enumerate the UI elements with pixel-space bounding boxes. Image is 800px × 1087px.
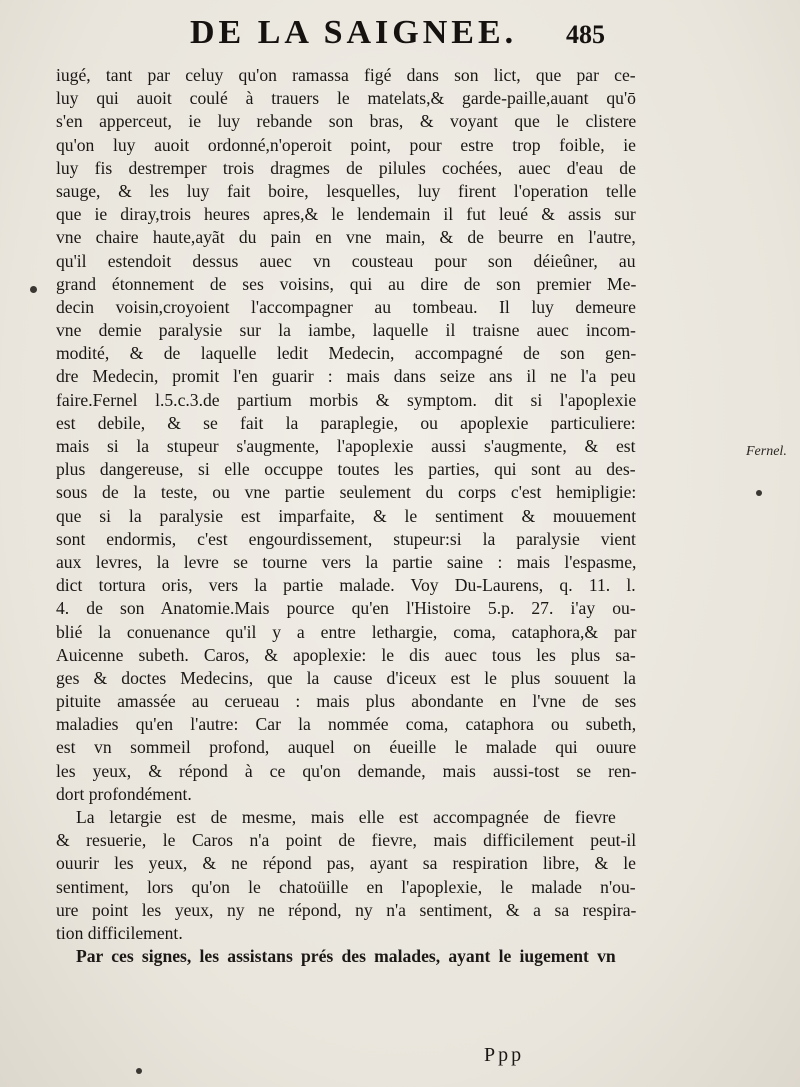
- text-line: Auicenne subeth. Caros, & apoplexie: le dis auec tous les plus sa-: [56, 644, 636, 665]
- text-line: luy fis destremper trois dragmes de pilules cochées, auec d'eau de: [56, 157, 636, 178]
- text-line: ure point les yeux, ny ne répond, ny n'a sentiment, & a sa respira-: [56, 899, 637, 920]
- text-line: ouurir les yeux, & ne répond pas, ayant sa respiration libre, & le: [56, 853, 636, 874]
- margin-note: Fernel.: [746, 444, 787, 459]
- text-line: blié la conuenance qu'il y a entre lethargie, coma, cataphora,& par: [56, 621, 637, 642]
- text-line: s'en apperceut, ie luy rebande son bras, & voyant que le clistere: [56, 111, 637, 132]
- text-line: ges & doctes Medecins, que la cause d'iceux est le plus souuent la: [56, 667, 636, 688]
- text-line: vne chaire haute,ayãt du pain en vne main, & de beurre en l'autre,: [56, 227, 636, 248]
- text-line: dre Medecin, promit l'en guarir : mais dans seize ans il ne l'a peu: [56, 366, 636, 387]
- page-number: 485: [566, 20, 605, 49]
- text-line: plus dangereuse, si elle occuppe toutes les parties, qui sont au des-: [56, 459, 636, 480]
- text-line: mais si la stupeur s'augmente, l'apoplexie aussi s'augmente, & est: [56, 436, 636, 456]
- text-line: Par ces signes, les assistans prés des malades, ayant le iugement vn: [76, 946, 616, 967]
- text-line: decin voisin,croyoient l'accompagner au tombeau. Il luy demeure: [56, 296, 636, 317]
- text-line: dort profondément.: [56, 783, 192, 804]
- text-line: est debile, & se fait la paraplegie, ou apoplexie particuliere:: [56, 412, 636, 433]
- body-text: [56, 64, 636, 968]
- text-line: faire.Fernel l.5.c.3.de partium morbis & symptom. dit si l'apoplexie: [56, 389, 637, 410]
- text-line: que ie diray,trois heures apres,& le lendemain il fut leué & assis sur: [56, 204, 636, 225]
- text-line: que si la paralysie est imparfaite, & le sentiment & mouuement: [56, 505, 637, 526]
- text-line: sous de la teste, ou vne partie seulement du corps c'est hemipligie:: [56, 482, 637, 503]
- text-line: aux levres, la levre se tourne vers la partie saine : mais l'espasme,: [56, 551, 637, 572]
- page-header: [0, 14, 800, 60]
- text-line: tion difficilement.: [56, 922, 183, 943]
- text-line: 4. de son Anatomie.Mais pource qu'en l'Histoire 5.p. 27. i'ay ou-: [56, 598, 636, 619]
- text-line: qu'on luy auoit ordonné,n'operoit point, pour estre trop foible, ie: [56, 134, 636, 155]
- text-line: est vn sommeil profond, auquel on éueille le malade qui ouure: [56, 737, 637, 758]
- text-line: modité, & de laquelle ledit Medecin, accompagné de son gen-: [56, 343, 637, 364]
- running-title: DE LA SAIGNEE.: [190, 14, 518, 51]
- text-line: luy qui auoit coulé à trauers le matelats,& garde-paille,auant qu'ō: [56, 88, 636, 109]
- ink-spot: [136, 1068, 142, 1074]
- ink-spot: [30, 286, 37, 293]
- text-line: sauge, & les luy fait boire, lesquelles, luy firent l'operation telle: [56, 180, 637, 201]
- signature-mark: Ppp: [484, 1044, 525, 1066]
- text-line: dict tortura oris, vers la partie malade. Voy Du-Laurens, q. 11. l.: [56, 575, 636, 596]
- text-line: & resuerie, le Caros n'a point de fievre, mais difficilement peut-il: [56, 830, 637, 851]
- text-line: sentiment, lors qu'on le chatoüille en l'apoplexie, le malade n'ou-: [56, 876, 636, 897]
- text-line: qu'il estendoit dessus auec vn cousteau pour son déieûner, au: [56, 250, 636, 271]
- text-line: iugé, tant par celuy qu'on ramassa figé dans son lict, que par ce-: [56, 65, 636, 85]
- text-line: grand étonnement de ses voisins, qui au dire de son premier Me-: [56, 273, 637, 294]
- text-line: maladies qu'en l'autre: Car la nommée coma, cataphora ou subeth,: [56, 714, 637, 735]
- text-line: les yeux, & répond à ce qu'on demande, mais aussi-tost se ren-: [56, 760, 637, 781]
- text-line: La letargie est de mesme, mais elle est accompagnée de fievre: [76, 807, 616, 827]
- text-line: sont endormis, c'est engourdissement, stupeur:si la paralysie vient: [56, 528, 636, 549]
- text-line: vne demie paralysie sur la iambe, laquelle il traisne auec incom-: [56, 320, 636, 341]
- ink-spot: [756, 490, 762, 496]
- text-line: pituite amassée au cerueau : mais plus abondante en l'vne de ses: [56, 691, 637, 712]
